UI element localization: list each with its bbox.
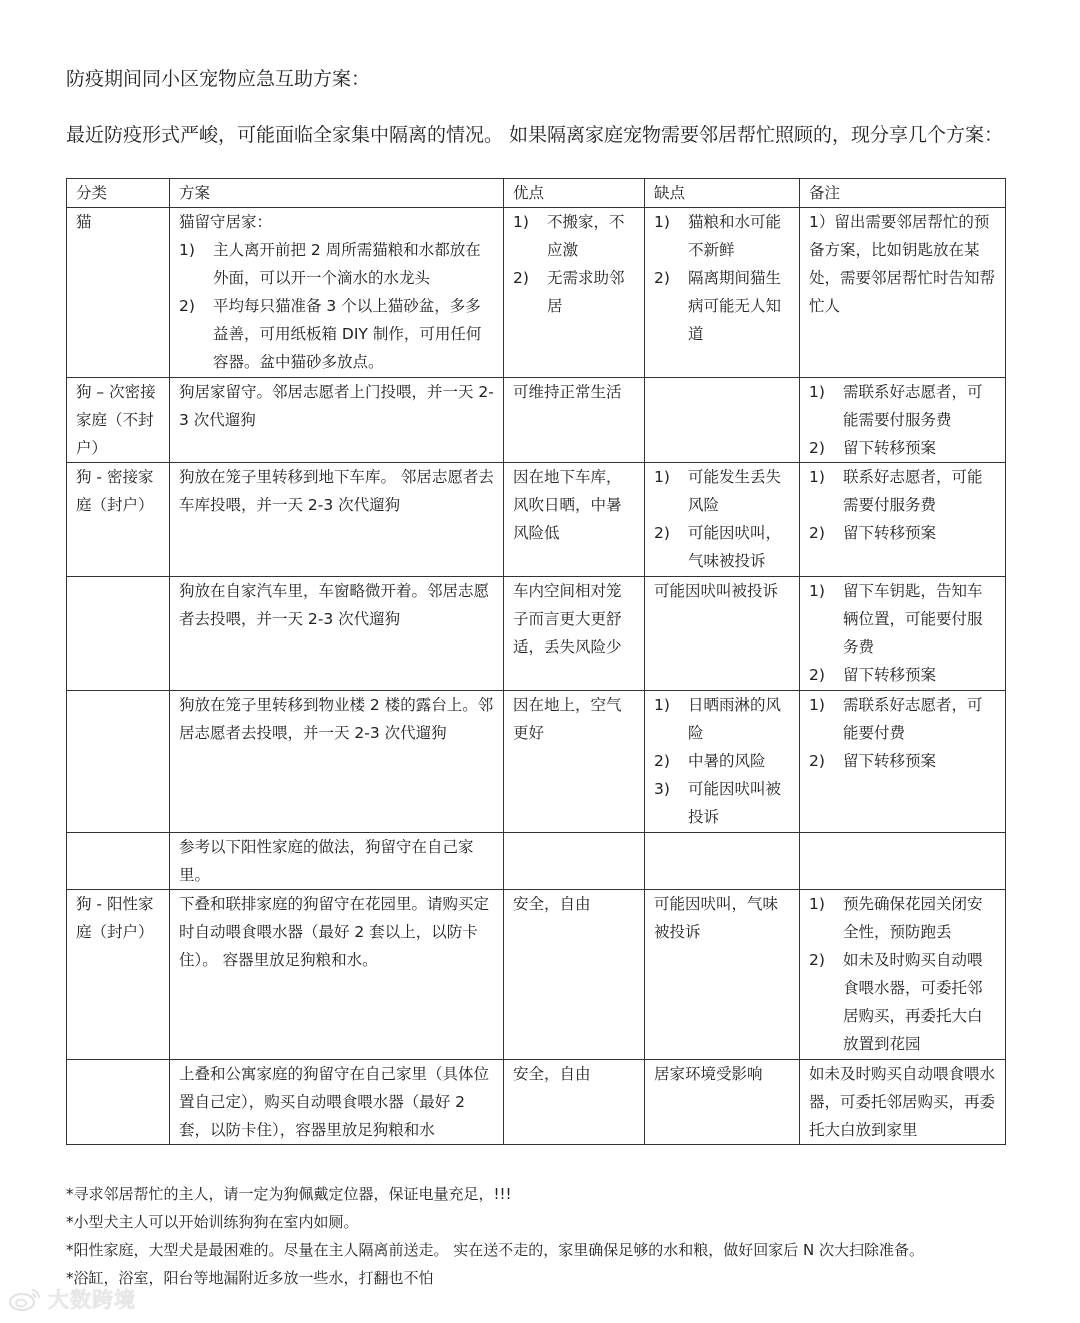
cell-pros: 可维持正常生活	[504, 378, 645, 463]
cell-category: 狗 – 次密接家庭（不封户）	[67, 378, 170, 463]
remarks-list	[809, 577, 996, 689]
list-text: 需联系好志愿者，可能要付费	[843, 696, 983, 742]
cell-remarks	[800, 378, 1006, 463]
list-number: 1)	[513, 213, 529, 231]
list-number: 2)	[809, 666, 825, 684]
cell-plan: 狗放在笼子里转移到地下车库。 邻居志愿者去车库投喂，并一天 2-3 次代遛狗	[170, 463, 504, 577]
cell-plan: 参考以下阳性家庭的做法，狗留守在自己家里。	[170, 833, 504, 890]
footnote: *浴缸，浴室，阳台等地漏附近多放一些水，打翻也不怕	[66, 1269, 434, 1287]
pros-list	[513, 208, 635, 320]
list-text: 不搬家，不应激	[547, 213, 625, 259]
cell-plan	[170, 208, 504, 378]
header-cons: 缺点	[645, 179, 800, 208]
remarks-list	[809, 378, 996, 462]
table-row	[67, 833, 1006, 890]
list-item	[809, 747, 996, 775]
footnote: *阳性家庭，大型犬是最困难的。尽量在主人隔离前送走。 实在送不走的，家里确保足够的水和粮，做好回家后 N 次大扫除准备。	[66, 1241, 925, 1259]
list-number: 2)	[809, 752, 825, 770]
header-plan: 方案	[170, 179, 504, 208]
plan-intro: 猫留守居家：	[179, 213, 273, 231]
list-item	[179, 236, 494, 292]
cell-cons: 居家环境受影响	[645, 1060, 800, 1145]
list-item	[654, 691, 790, 747]
list-number: 1)	[809, 895, 825, 913]
list-item	[809, 434, 996, 462]
list-item	[809, 946, 996, 1058]
list-item	[513, 264, 635, 320]
list-number: 1)	[654, 213, 670, 231]
list-item	[654, 519, 790, 575]
cell-remarks	[800, 890, 1006, 1060]
list-number: 1)	[809, 582, 825, 600]
footnote: *寻求邻居帮忙的主人，请一定为狗佩戴定位器，保证电量充足，!!!	[66, 1185, 512, 1203]
list-item	[809, 661, 996, 689]
list-text: 无需求助邻居	[547, 269, 625, 315]
cell-category	[67, 577, 170, 691]
cell-cons	[645, 833, 800, 890]
header-pros: 优点	[504, 179, 645, 208]
list-text: 中暑的风险	[688, 752, 766, 770]
cell-category: 狗 - 密接家庭（封户）	[67, 463, 170, 577]
footnote: *小型犬主人可以开始训练狗狗在室内如厕。	[66, 1213, 359, 1231]
cell-cons	[645, 463, 800, 577]
list-item	[809, 890, 996, 946]
list-text: 留下转移预案	[843, 666, 937, 684]
remarks-list	[809, 463, 996, 547]
list-number: 2)	[654, 752, 670, 770]
cell-cons	[645, 691, 800, 833]
list-number: 1)	[654, 696, 670, 714]
cell-pros: 因在地上，空气更好	[504, 691, 645, 833]
cell-category: 狗 - 阳性家庭（封户）	[67, 890, 170, 1060]
list-text: 留下车钥匙，告知车辆位置，可能要付服务费	[843, 582, 983, 656]
list-text: 联系好志愿者，可能需要付服务费	[843, 468, 983, 514]
list-number: 1)	[654, 468, 670, 486]
cell-plan: 上叠和公寓家庭的狗留守在自己家里（具体位置自己定），购买自动喂食喂水器（最好 2 套，以防卡住），容器里放足狗粮和水	[170, 1060, 504, 1145]
cell-pros: 车内空间相对笼子而言更大更舒适，丢失风险少	[504, 577, 645, 691]
cell-plan: 狗居家留守。邻居志愿者上门投喂，并一天 2-3 次代遛狗	[170, 378, 504, 463]
cell-cons: 可能因吠叫被投诉	[645, 577, 800, 691]
list-item	[654, 208, 790, 264]
cell-pros: 安全，自由	[504, 890, 645, 1060]
list-number: 1)	[809, 383, 825, 401]
list-number: 2)	[179, 297, 195, 315]
cell-category	[67, 833, 170, 890]
plan-table	[66, 178, 1006, 1145]
list-item	[809, 691, 996, 747]
header-category: 分类	[67, 179, 170, 208]
cell-remarks: 1）留出需要邻居帮忙的预备方案，比如钥匙放在某处，需要邻居帮忙时告知帮忙人	[800, 208, 1006, 378]
list-text: 需联系好志愿者，可能需要付服务费	[843, 383, 983, 429]
table-row	[67, 890, 1006, 1060]
list-text: 猫粮和水可能不新鲜	[688, 213, 782, 259]
cell-category	[67, 691, 170, 833]
list-item	[809, 378, 996, 434]
watermark-text: 大数跨境	[48, 1288, 136, 1312]
cell-plan: 狗放在笼子里转移到物业楼 2 楼的露台上。邻居志愿者去投喂，并一天 2-3 次代遛狗	[170, 691, 504, 833]
cell-cons	[645, 208, 800, 378]
list-text: 留下转移预案	[843, 752, 937, 770]
cell-category	[67, 1060, 170, 1145]
watermark	[8, 1284, 136, 1314]
list-text: 可能发生丢失风险	[688, 468, 782, 514]
list-item	[654, 264, 790, 348]
weibo-logo-icon	[8, 1286, 42, 1312]
table-row	[67, 378, 1006, 463]
list-text: 日晒雨淋的风险	[688, 696, 782, 742]
footnotes	[66, 1180, 924, 1292]
cell-cons: 可能因吠叫，气味被投诉	[645, 890, 800, 1060]
list-number: 1)	[809, 468, 825, 486]
list-text: 主人离开前把 2 周所需猫粮和水都放在外面，可以开一个滴水的水龙头	[213, 241, 481, 287]
document-title: 防疫期间同小区宠物应急互助方案：	[66, 68, 371, 90]
list-item	[654, 747, 790, 775]
list-number: 3)	[654, 780, 670, 798]
list-number: 1)	[809, 696, 825, 714]
table-row	[67, 208, 1006, 378]
list-text: 隔离期间猫生病可能无人知道	[688, 269, 782, 343]
remarks-list	[809, 890, 996, 1058]
cell-pros: 安全，自由	[504, 1060, 645, 1145]
table-header-row	[67, 179, 1006, 208]
cell-pros: 因在地下车库，风吹日晒，中暑风险低	[504, 463, 645, 577]
list-item	[809, 519, 996, 547]
list-item	[179, 292, 494, 376]
list-item	[809, 463, 996, 519]
list-text: 平均每只猫准备 3 个以上猫砂盆，多多益善，可用纸板箱 DIY 制作，可用任何容器。盆中猫砂多放点。	[213, 297, 482, 371]
table-row	[67, 1060, 1006, 1145]
table-row	[67, 577, 1006, 691]
cell-cons	[645, 378, 800, 463]
cell-pros	[504, 208, 645, 378]
cell-category: 猫	[67, 208, 170, 378]
cell-plan: 下叠和联排家庭的狗留守在花园里。请购买定时自动喂食喂水器（最好 2 套以上，以防卡住）。 容器里放足狗粮和水。	[170, 890, 504, 1060]
list-item	[513, 208, 635, 264]
table-row	[67, 691, 1006, 833]
list-text: 留下转移预案	[843, 439, 937, 457]
cons-list	[654, 691, 790, 831]
cell-plan: 狗放在自家汽车里，车窗略微开着。邻居志愿者去投喂，并一天 2-3 次代遛狗	[170, 577, 504, 691]
list-number: 1)	[179, 241, 195, 259]
list-text: 留下转移预案	[843, 524, 937, 542]
list-text: 可能因吠叫，气味被投诉	[688, 524, 782, 570]
header-remarks: 备注	[800, 179, 1006, 208]
cell-remarks	[800, 577, 1006, 691]
list-text: 如未及时购买自动喂食喂水器，可委托邻居购买，再委托大白放置到花园	[843, 951, 983, 1053]
list-item	[809, 577, 996, 661]
list-text: 预先确保花园关闭安全性，预防跑丢	[843, 895, 983, 941]
list-number: 2)	[654, 524, 670, 542]
intro-paragraph: 最近防疫形式严峻，可能面临全家集中隔离的情况。 如果隔离家庭宠物需要邻居帮忙照顾的，现分享几个方案：	[66, 124, 1004, 146]
list-item	[654, 775, 790, 831]
cell-remarks: 如未及时购买自动喂食喂水器，可委托邻居购买，再委托大白放到家里	[800, 1060, 1006, 1145]
plan-list	[179, 236, 494, 376]
remarks-list	[809, 691, 996, 775]
cons-list	[654, 463, 790, 575]
list-number: 2)	[809, 524, 825, 542]
cell-remarks	[800, 463, 1006, 577]
list-text: 可能因吠叫被投诉	[688, 780, 782, 826]
cell-remarks	[800, 833, 1006, 890]
list-number: 2)	[654, 269, 670, 287]
list-item	[654, 463, 790, 519]
list-number: 2)	[809, 951, 825, 969]
cell-remarks	[800, 691, 1006, 833]
list-number: 2)	[809, 439, 825, 457]
cons-list	[654, 208, 790, 348]
cell-pros	[504, 833, 645, 890]
list-number: 2)	[513, 269, 529, 287]
table-row	[67, 463, 1006, 577]
